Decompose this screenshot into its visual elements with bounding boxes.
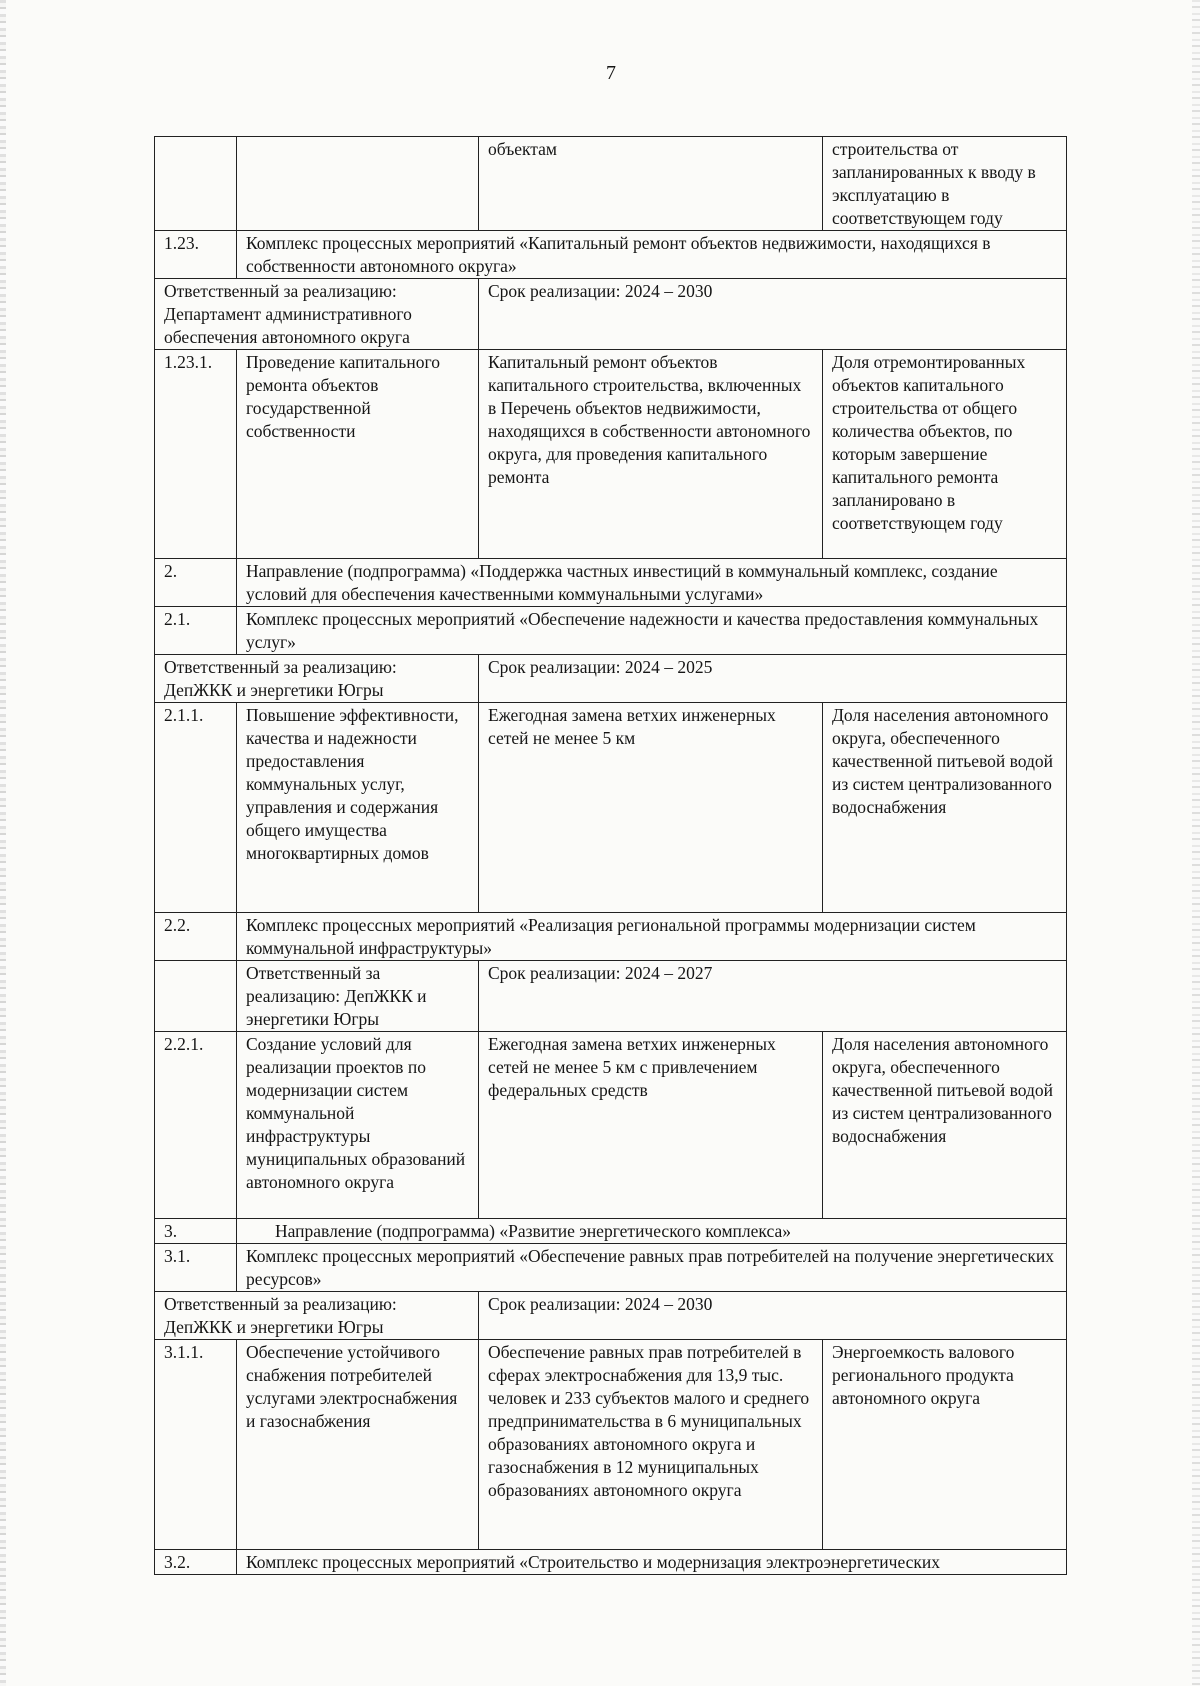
table-row: [155, 1292, 1067, 1340]
section-heading: Комплекс процессных мероприятий «Строительство и модернизация электроэнергетических: [237, 1550, 1067, 1575]
table-row: [155, 961, 1067, 1032]
measure-task: объектам: [479, 137, 823, 231]
table-row: [155, 559, 1067, 607]
term-cell: Срок реализации: 2024 – 2027: [479, 961, 1067, 1032]
row-number: 3.1.: [155, 1244, 237, 1292]
measure-task: Капитальный ремонт объектов капитального строительства, включенных в Перечень объектов недвижимости, находящихся в собственности автономного округа, для проведения капитального ремонта: [479, 350, 823, 559]
measure-indicator: Доля отремонтированных объектов капитального строительства от общего количества объектов, по которым завершение капитального ремонта запланировано в соответствующем году: [823, 350, 1067, 559]
table-row: [155, 231, 1067, 279]
responsible-cell: Ответственный за реализацию: ДепЖКК и энергетики Югры: [155, 655, 479, 703]
row-number: 2.2.: [155, 913, 237, 961]
row-number: 2.: [155, 559, 237, 607]
measure-name: Обеспечение устойчивого снабжения потребителей услугами электроснабжения и газоснабжения: [237, 1340, 479, 1550]
section-heading: Направление (подпрограмма) «Поддержка частных инвестиций в коммунальный комплекс, создание условий для обеспечения качественными коммунальными услугами»: [237, 559, 1067, 607]
table-row: [155, 137, 1067, 231]
table-row: [155, 1550, 1067, 1575]
table-row: [155, 1219, 1067, 1244]
table-row: [155, 1032, 1067, 1219]
table-row: [155, 1244, 1067, 1292]
row-number: [155, 137, 237, 231]
section-heading: Комплекс процессных мероприятий «Капитальный ремонт объектов недвижимости, находящихся в собственности автономного округа»: [237, 231, 1067, 279]
row-number: 3.2.: [155, 1550, 237, 1575]
table-row: [155, 913, 1067, 961]
scan-edge-right: [1192, 0, 1200, 1686]
measure-name: [237, 137, 479, 231]
section-heading: Комплекс процессных мероприятий «Обеспечение равных прав потребителей на получение энергетических ресурсов»: [237, 1244, 1067, 1292]
measure-indicator: Доля населения автономного округа, обеспеченного качественной питьевой водой из систем централизованного водоснабжения: [823, 1032, 1067, 1219]
term-cell: Срок реализации: 2024 – 2030: [479, 279, 1067, 350]
row-number: 1.23.: [155, 231, 237, 279]
responsible-cell: Ответственный за реализацию: ДепЖКК и энергетики Югры: [155, 1292, 479, 1340]
row-number: 2.1.1.: [155, 703, 237, 913]
term-cell: Срок реализации: 2024 – 2025: [479, 655, 1067, 703]
scan-edge-left: [0, 0, 6, 1686]
measure-name: Создание условий для реализации проектов по модернизации систем коммунальной инфраструктуры муниципальных образований автономного округа: [237, 1032, 479, 1219]
page-number: 7: [606, 62, 616, 84]
responsible-cell: Ответственный за реализацию: ДепЖКК и энергетики Югры: [237, 961, 479, 1032]
table-row: [155, 703, 1067, 913]
section-heading: Комплекс процессных мероприятий «Реализация региональной программы модернизации систем коммунальной инфраструктуры»: [237, 913, 1067, 961]
table-row: [155, 655, 1067, 703]
row-number: 3.: [155, 1219, 237, 1244]
section-heading: Направление (подпрограмма) «Развитие энергетического комплекса»: [237, 1219, 1067, 1244]
row-number: 3.1.1.: [155, 1340, 237, 1550]
table-row: [155, 350, 1067, 559]
table-row: [155, 1340, 1067, 1550]
measure-name: Повышение эффективности, качества и надежности предоставления коммунальных услуг, управления и содержания общего имущества многоквартирных домов: [237, 703, 479, 913]
row-number: 2.1.: [155, 607, 237, 655]
measures-table: [154, 136, 1067, 1575]
measure-task: Ежегодная замена ветхих инженерных сетей не менее 5 км с привлечением федеральных средств: [479, 1032, 823, 1219]
measure-name: Проведение капитального ремонта объектов государственной собственности: [237, 350, 479, 559]
measure-indicator: строительства от запланированных к вводу в эксплуатацию в соответствующем году: [823, 137, 1067, 231]
measure-task: Ежегодная замена ветхих инженерных сетей не менее 5 км: [479, 703, 823, 913]
row-number: 2.2.1.: [155, 1032, 237, 1219]
section-heading: Комплекс процессных мероприятий «Обеспечение надежности и качества предоставления коммунальных услуг»: [237, 607, 1067, 655]
measure-indicator: Доля населения автономного округа, обеспеченного качественной питьевой водой из систем централизованного водоснабжения: [823, 703, 1067, 913]
row-number: 1.23.1.: [155, 350, 237, 559]
term-cell: Срок реализации: 2024 – 2030: [479, 1292, 1067, 1340]
table-row: [155, 279, 1067, 350]
measure-indicator: Энергоемкость валового регионального продукта автономного округа: [823, 1340, 1067, 1550]
measure-task: Обеспечение равных прав потребителей в сферах электроснабжения для 13,9 тыс. человек и 233 субъектов малого и среднего предпринимательства в 6 муниципальных образованиях автономного округа и газоснабжения в 12 муниципальных образованиях автономного округа: [479, 1340, 823, 1550]
table-row: [155, 607, 1067, 655]
responsible-cell: Ответственный за реализацию: Департамент административного обеспечения автономного округа: [155, 279, 479, 350]
row-number: [155, 961, 237, 1032]
